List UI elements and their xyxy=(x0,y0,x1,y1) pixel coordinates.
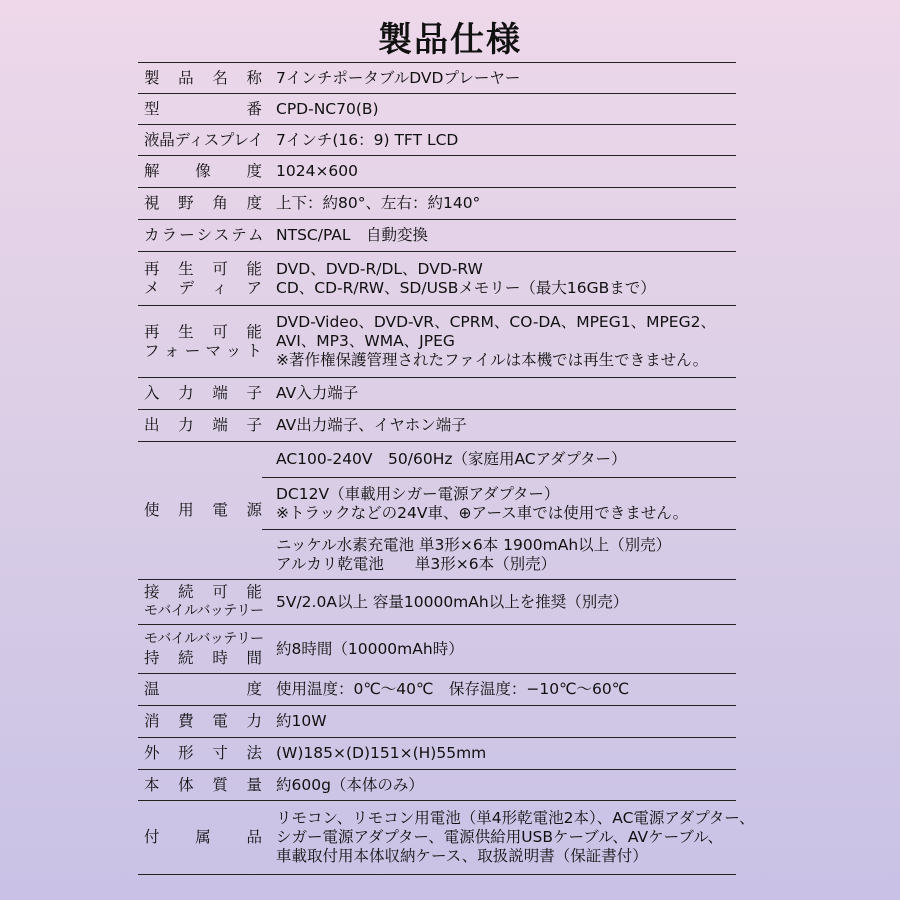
spec-row-input xyxy=(138,378,736,410)
spec-label: 使用電源 xyxy=(144,501,262,519)
spec-row-temperature xyxy=(138,674,736,706)
spec-label: 再生可能 メディア xyxy=(144,259,262,297)
spec-row-power xyxy=(138,442,736,580)
spec-row-dimensions xyxy=(138,738,736,770)
power-battery: ニッケル水素充電池 単3形×6本 1900mAh以上（別売） アルカリ乾電池 単3形×6本（別売） xyxy=(276,535,672,573)
power-ac: AC100-240V 50/60Hz（家庭用ACアダプター） xyxy=(262,442,736,478)
spec-label: 型番 xyxy=(144,99,262,118)
spec-value: DVD-Video、DVD-VR、CPRM、CO-DA、MPEG1、MPEG2、 AVI、MP3、WMA、JPEG ※著作権保護管理されたファイルは本機では再生できません。 xyxy=(276,313,716,369)
spec-row-color-system xyxy=(138,220,736,252)
spec-table xyxy=(138,62,755,875)
spec-value: DVD、DVD-R/DL、DVD-RW CD、CD-R/RW、SD/USBメモリー（最大16GBまで） xyxy=(276,259,656,297)
spec-value: 1024×600 xyxy=(276,162,359,180)
spec-row-resolution xyxy=(138,156,736,188)
spec-label: 付属品 xyxy=(144,828,262,846)
page-title: 製品仕様 xyxy=(378,20,522,60)
spec-label: 液晶ディスプレイ xyxy=(144,130,262,149)
spec-row-weight xyxy=(138,770,736,801)
spec-value xyxy=(262,442,736,579)
spec-label: 接続可能 モバイルバッテリー xyxy=(144,583,262,619)
spec-label: モバイルバッテリー 持続時間 xyxy=(144,631,262,667)
spec-label: 消費電力 xyxy=(144,712,262,730)
spec-row-viewing-angle xyxy=(138,188,736,220)
spec-label: 再生可能 フォーマット xyxy=(144,322,262,360)
spec-value: 上下：約80°、左右：約140° xyxy=(276,194,481,212)
spec-row-accessories xyxy=(138,801,755,875)
spec-label: 外形寸法 xyxy=(144,744,262,762)
spec-label: 入力端子 xyxy=(144,384,262,402)
spec-row-battery-duration xyxy=(138,625,736,674)
spec-value: 7インチ(16：9) TFT LCD xyxy=(276,130,459,149)
spec-label: 製品名称 xyxy=(144,68,262,87)
spec-row-output xyxy=(138,410,736,442)
spec-value: 使用温度：0℃〜40℃ 保存温度：−10℃〜60℃ xyxy=(276,680,630,698)
spec-label: 出力端子 xyxy=(144,416,262,434)
spec-value: 約600g（本体のみ） xyxy=(276,775,424,794)
spec-label: カラーシステム xyxy=(144,226,262,244)
spec-value: AV出力端子、イヤホン端子 xyxy=(276,416,467,434)
spec-row-model xyxy=(138,94,736,125)
spec-value: 約8時間（10000mAh時） xyxy=(276,639,464,658)
spec-row-power-consumption xyxy=(138,706,736,738)
spec-value: AV入力端子 xyxy=(276,384,359,402)
spec-value: NTSC/PAL 自動変換 xyxy=(276,226,429,244)
spec-label: 視野角度 xyxy=(144,194,262,212)
spec-row-media xyxy=(138,252,736,306)
spec-row-display xyxy=(138,125,736,156)
spec-row-mobile-battery xyxy=(138,580,736,625)
spec-value: (W)185×(D)151×(H)55mm xyxy=(276,744,487,762)
power-dc: DC12V（車載用シガー電源アダプター） ※トラックなどの24V車、⊕アース車では使用できません。 xyxy=(262,478,736,530)
spec-value: 約10W xyxy=(276,712,327,730)
spec-label: 本体質量 xyxy=(144,775,262,794)
spec-row-product-name xyxy=(138,63,736,94)
spec-label: 温度 xyxy=(144,680,262,698)
spec-label: 解像度 xyxy=(144,162,262,180)
spec-value: CPD-NC70(B) xyxy=(276,99,379,118)
spec-value: 5V/2.0A以上 容量10000mAh以上を推奨（別売） xyxy=(276,592,629,611)
spec-value: 7インチポータブルDVDプレーヤー xyxy=(276,68,521,87)
spec-row-format xyxy=(138,306,736,378)
spec-value: リモコン、リモコン用電池（単4形乾電池2本）、AC電源アダプター、 シガー電源アダプター、電源供給用USBケーブル、AVケーブル、 車載取付用本体収納ケース、取扱説明書（保証書付） xyxy=(276,809,755,865)
